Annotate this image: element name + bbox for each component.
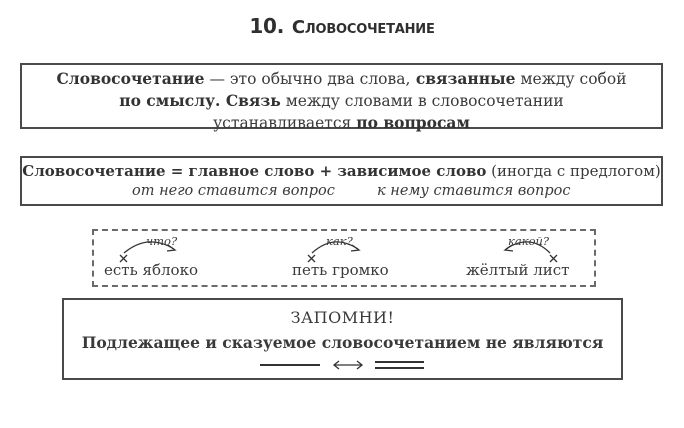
definition-text-3: между словами в словосочетании [280,92,564,110]
definition-line-1 [22,68,661,90]
formula-main: Словосочетание = главное слово + зависимое слово [22,162,487,180]
example-question: что? [146,234,178,248]
example-phrase: жёлтый лист [466,261,570,279]
remember-title: ЗАПОМНИ! [290,308,395,327]
double-arrow-icon [334,361,362,369]
main-word-note: от него ставится вопрос [132,183,335,199]
definition-line-3 [22,112,661,134]
definition-text-1: — это обычно два слова, [204,70,411,88]
definition-text-4: устанавливается [213,114,357,132]
formula-note: (иногда с предлогом) [486,162,661,180]
example-question: как? [326,234,353,248]
page-title [0,14,684,38]
formula-line [22,161,661,181]
formula-sublabels [22,181,661,201]
remember-box [62,298,623,380]
formula-box [20,156,663,206]
example-question: какой? [508,234,550,248]
remember-text: Подлежащее и сказуемое словосочетанием не являются [81,333,604,352]
dependent-word-note: к нему ставится вопрос [377,183,571,199]
sentence-members-marks [64,356,621,374]
definition-term: Словосочетание [56,69,205,88]
definition-bold-1: связанные [410,69,516,88]
examples-box [92,229,596,287]
example-phrase: есть яблоко [104,261,198,279]
definition-box [20,63,663,132]
predicate-underline-mark [375,362,424,368]
definition-text-2: между собой [515,70,627,88]
title-number: 10. [249,14,285,38]
definition-bold-2: по смыслу. Связь [119,91,281,110]
definition-line-2 [22,90,661,112]
definition-bold-3: по вопросам [356,113,470,132]
title-text: Словосочетание [291,17,435,38]
example-phrase: петь громко [292,261,389,279]
